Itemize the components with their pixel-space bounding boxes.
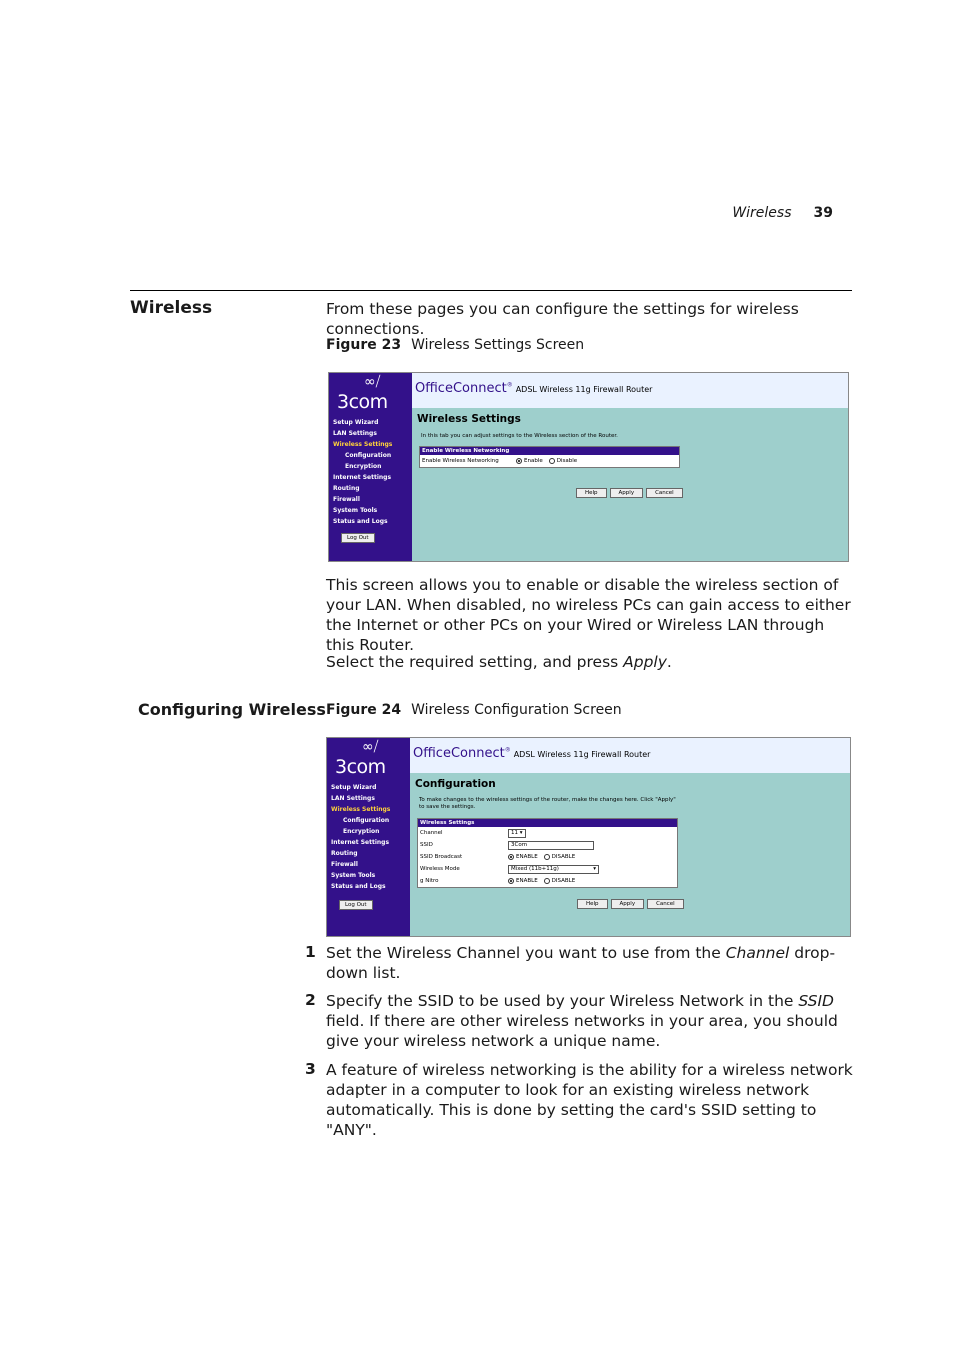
cancel-button[interactable]: Cancel — [646, 488, 683, 498]
router-brand — [413, 746, 650, 761]
nav-wireless-settings[interactable]: Wireless Settings — [333, 441, 393, 448]
nav-firewall[interactable]: Firewall — [331, 861, 358, 868]
section-heading-wireless: Wireless — [130, 298, 213, 318]
table-row — [418, 827, 677, 839]
step-3-text — [326, 1060, 854, 1140]
step-text: A feature of wireless networking is the ability for a wireless network adapter in a computer to look for an existing wireless network automatically. This is done by setting the card's SSID setting to "ANY". — [326, 1061, 853, 1139]
disable-radio-label: Disable — [556, 458, 578, 464]
router-sidebar — [329, 373, 412, 561]
table-row — [418, 851, 677, 863]
broadcast-disable-radio[interactable] — [544, 854, 550, 860]
product-name: ADSL Wireless 11g Firewall Router — [513, 750, 651, 759]
table-row — [418, 875, 677, 887]
nav-system-tools[interactable]: System Tools — [333, 507, 378, 514]
step-number: 2 — [305, 991, 316, 1009]
nav-setup-wizard[interactable]: Setup Wizard — [331, 784, 377, 791]
g-nitro-label: g Nitro — [420, 878, 439, 884]
figure-23-title: Wireless Settings Screen — [411, 337, 585, 353]
nav-wireless-settings[interactable]: Wireless Settings — [331, 806, 391, 813]
enable-radio-label: Enable — [524, 458, 543, 464]
wireless-settings-table — [417, 818, 678, 888]
ssid-input[interactable]: 3Com — [508, 841, 594, 850]
nav-status-and-logs[interactable]: Status and Logs — [333, 518, 388, 525]
nav-status-and-logs[interactable]: Status and Logs — [331, 883, 386, 890]
brand-name: OfficeConnect — [413, 746, 505, 761]
nav-system-tools[interactable]: System Tools — [331, 872, 376, 879]
para-2-text: Select the required setting, and press — [326, 653, 624, 671]
nav-configuration[interactable]: Configuration — [345, 452, 392, 459]
step-2-text — [326, 991, 854, 1051]
router-nav — [331, 782, 390, 892]
3com-logo-icon: ∞⧸ — [362, 739, 379, 755]
channel-value: 11 — [511, 829, 518, 836]
help-button[interactable]: Help — [577, 899, 608, 909]
step-text: Set the Wireless Channel you want to use from the — [326, 944, 726, 962]
nav-lan-settings[interactable]: LAN Settings — [333, 430, 377, 437]
apply-button[interactable]: Apply — [610, 488, 644, 498]
nav-setup-wizard[interactable]: Setup Wizard — [333, 419, 379, 426]
para-2-emphasis: Apply — [623, 653, 667, 671]
brand-mark: ® — [504, 746, 511, 754]
figure-23-caption — [326, 337, 584, 353]
step-text: Specify the SSID to be used by your Wireless Network in the — [326, 992, 799, 1010]
step-number: 1 — [305, 943, 316, 961]
para-2-end: . — [666, 653, 672, 671]
table-row — [418, 863, 677, 875]
help-button[interactable]: Help — [576, 488, 607, 498]
nav-routing[interactable]: Routing — [331, 850, 358, 857]
enable-radio[interactable] — [516, 458, 522, 464]
brand-name: OfficeConnect — [415, 381, 507, 396]
router-page-title: Configuration — [415, 778, 496, 790]
nav-lan-settings[interactable]: LAN Settings — [331, 795, 375, 802]
step-text-end: drop-down list. — [326, 944, 836, 982]
nav-routing[interactable]: Routing — [333, 485, 360, 492]
step-1-text — [326, 943, 854, 983]
nav-internet-settings[interactable]: Internet Settings — [331, 839, 390, 846]
wireless-mode-select[interactable] — [508, 865, 599, 874]
section-heading-configuring: Configuring Wireless — [138, 700, 326, 719]
cancel-button[interactable]: Cancel — [647, 899, 684, 909]
router-page-intro: To make changes to the wireless settings of the router, make the changes here. Click "Apply" to save the settings. — [419, 797, 676, 810]
wireless-mode-label: Wireless Mode — [420, 866, 460, 872]
3com-logo-icon: ∞⧸ — [364, 374, 381, 390]
broadcast-enable-label: ENABLE — [516, 854, 538, 860]
figure-24-screenshot — [326, 737, 851, 937]
wireless-para-2 — [326, 652, 856, 672]
apply-button[interactable]: Apply — [611, 899, 645, 909]
chevron-down-icon: ▾ — [519, 829, 523, 836]
logout-button[interactable]: Log Out — [339, 900, 373, 910]
wireless-para-1: This screen allows you to enable or disable the wireless section of your LAN. When disabled, no wireless PCs can gain access to either the Internet or other PCs on your Wired or Wireless LAN through this Router. — [326, 576, 851, 654]
nitro-enable-radio[interactable] — [508, 878, 514, 884]
product-name: ADSL Wireless 11g Firewall Router — [515, 385, 653, 394]
figure-23-label: Figure 23 — [326, 337, 402, 353]
router-brand — [415, 381, 652, 396]
step-emphasis: Channel — [725, 944, 790, 962]
table-header: Wireless Settings — [418, 819, 677, 827]
broadcast-disable-label: DISABLE — [551, 854, 576, 860]
enable-wireless-table — [419, 446, 680, 468]
table-row — [420, 455, 679, 467]
nitro-disable-radio[interactable] — [544, 878, 550, 884]
router-page-intro: In this tab you can adjust settings to the Wireless section of the Router. — [421, 433, 618, 439]
disable-radio[interactable] — [549, 458, 555, 464]
wireless-mode-value: Mixed (11b+11g) — [511, 865, 559, 872]
page-number: 39 — [813, 205, 833, 221]
figure-24-caption — [326, 702, 622, 718]
nitro-disable-label: DISABLE — [551, 878, 576, 884]
form-buttons — [576, 488, 683, 498]
step-text-end: field. If there are other wireless networks in your area, you should give your wireless network a unique name. — [326, 1012, 838, 1050]
router-logo: 3com — [335, 756, 386, 778]
channel-label: Channel — [420, 830, 443, 836]
running-head — [732, 205, 833, 221]
router-nav — [333, 417, 392, 527]
nitro-enable-label: ENABLE — [516, 878, 538, 884]
step-emphasis: SSID — [798, 992, 834, 1010]
router-sidebar — [327, 738, 410, 936]
chevron-down-icon: ▾ — [593, 865, 596, 872]
channel-select[interactable] — [508, 829, 526, 838]
figure-23-screenshot — [328, 372, 849, 562]
figure-24-label: Figure 24 — [326, 702, 402, 718]
row-label: Enable Wireless Networking — [422, 458, 499, 464]
logout-button[interactable]: Log Out — [341, 533, 375, 543]
form-buttons — [577, 899, 684, 909]
nav-firewall[interactable]: Firewall — [333, 496, 360, 503]
table-row — [418, 839, 677, 851]
router-page-title: Wireless Settings — [417, 413, 521, 425]
brand-mark: ® — [506, 381, 513, 389]
nav-internet-settings[interactable]: Internet Settings — [333, 474, 392, 481]
section-rule — [130, 290, 852, 291]
ssid-label: SSID — [420, 842, 433, 848]
nav-configuration[interactable]: Configuration — [343, 817, 390, 824]
running-head-section: Wireless — [732, 205, 792, 221]
table-header: Enable Wireless Networking — [420, 447, 679, 455]
nav-encryption[interactable]: Encryption — [343, 828, 380, 835]
broadcast-enable-radio[interactable] — [508, 854, 514, 860]
nav-encryption[interactable]: Encryption — [345, 463, 382, 470]
wireless-intro: From these pages you can configure the settings for wireless connections. — [326, 300, 799, 338]
step-number: 3 — [305, 1060, 316, 1078]
router-logo: 3com — [337, 391, 388, 413]
figure-24-title: Wireless Configuration Screen — [411, 702, 622, 718]
ssid-broadcast-label: SSID Broadcast — [420, 854, 463, 860]
